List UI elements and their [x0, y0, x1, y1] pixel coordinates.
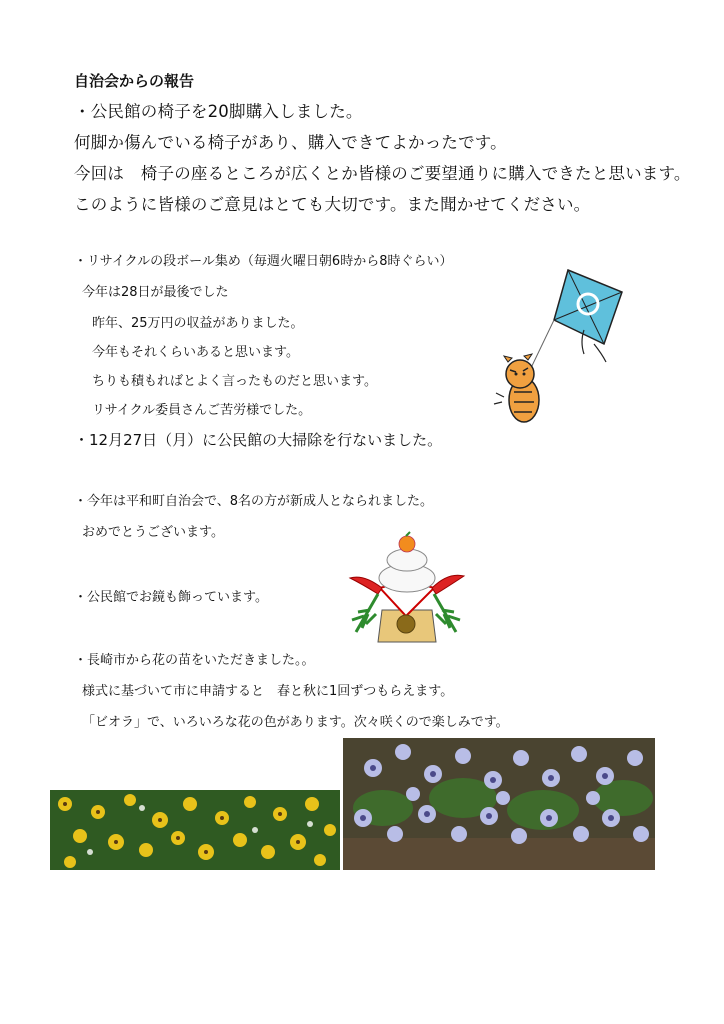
- kite-icon: [554, 270, 622, 344]
- tiger-icon: [504, 354, 539, 422]
- recycle-line-5: リサイクル委員さんご苦労様でした。: [92, 403, 312, 418]
- chairs-line-4: このように皆様のご意見はとても大切です。また聞かせてください。: [74, 195, 591, 214]
- cleaning-line: ・12月27日（月）に公民館の大掃除を行ないました。: [74, 431, 443, 449]
- chairs-line-2: 何脚か傷んでいる椅子があり、購入できてよかったです。: [74, 133, 507, 152]
- kite-tiger-illustration: [484, 262, 634, 432]
- recycle-line-2: 昨年、25万円の収益がありました。: [92, 316, 304, 331]
- flowers-line-1: ・長崎市から花の苗をいただきました。。: [74, 653, 315, 668]
- recycle-heading: ・リサイクルの段ボール集め（毎週火曜日朝6時から8時ぐらい）: [74, 254, 453, 269]
- flowers-line-2: 様式に基づいて市に申請すると 春と秋に1回ずつもらえます。: [82, 684, 454, 699]
- recycle-line-4: ちりも積もればとよく言ったものだと思います。: [92, 374, 377, 389]
- new-adults-line-2: おめでとうございます。: [82, 525, 224, 540]
- new-adults-line-1: ・今年は平和町自治会で、8名の方が新成人となられました。: [74, 494, 434, 509]
- recycle-line-1: 今年は28日が最後でした: [82, 285, 229, 300]
- orange-icon: [399, 536, 415, 552]
- chairs-line-1: ・公民館の椅子を20脚購入しました。: [74, 102, 363, 121]
- recycle-line-3: 今年もそれくらいあると思います。: [92, 345, 299, 360]
- yellow-viola-photo: [50, 790, 340, 870]
- flowers-line-3: 「ビオラ」で、いろいろな花の色があります。次々咲くので楽しみです。: [82, 715, 509, 730]
- kagami-line: ・公民館でお鏡も飾っています。: [74, 590, 268, 605]
- kagami-mochi-illustration: [344, 528, 469, 648]
- page-title: 自治会からの報告: [74, 72, 195, 90]
- chairs-line-3: 今回は 椅子の座るところが広くとか皆様のご要望通りに購入できたと思います。: [74, 164, 691, 183]
- violet-viola-photo: [343, 738, 655, 870]
